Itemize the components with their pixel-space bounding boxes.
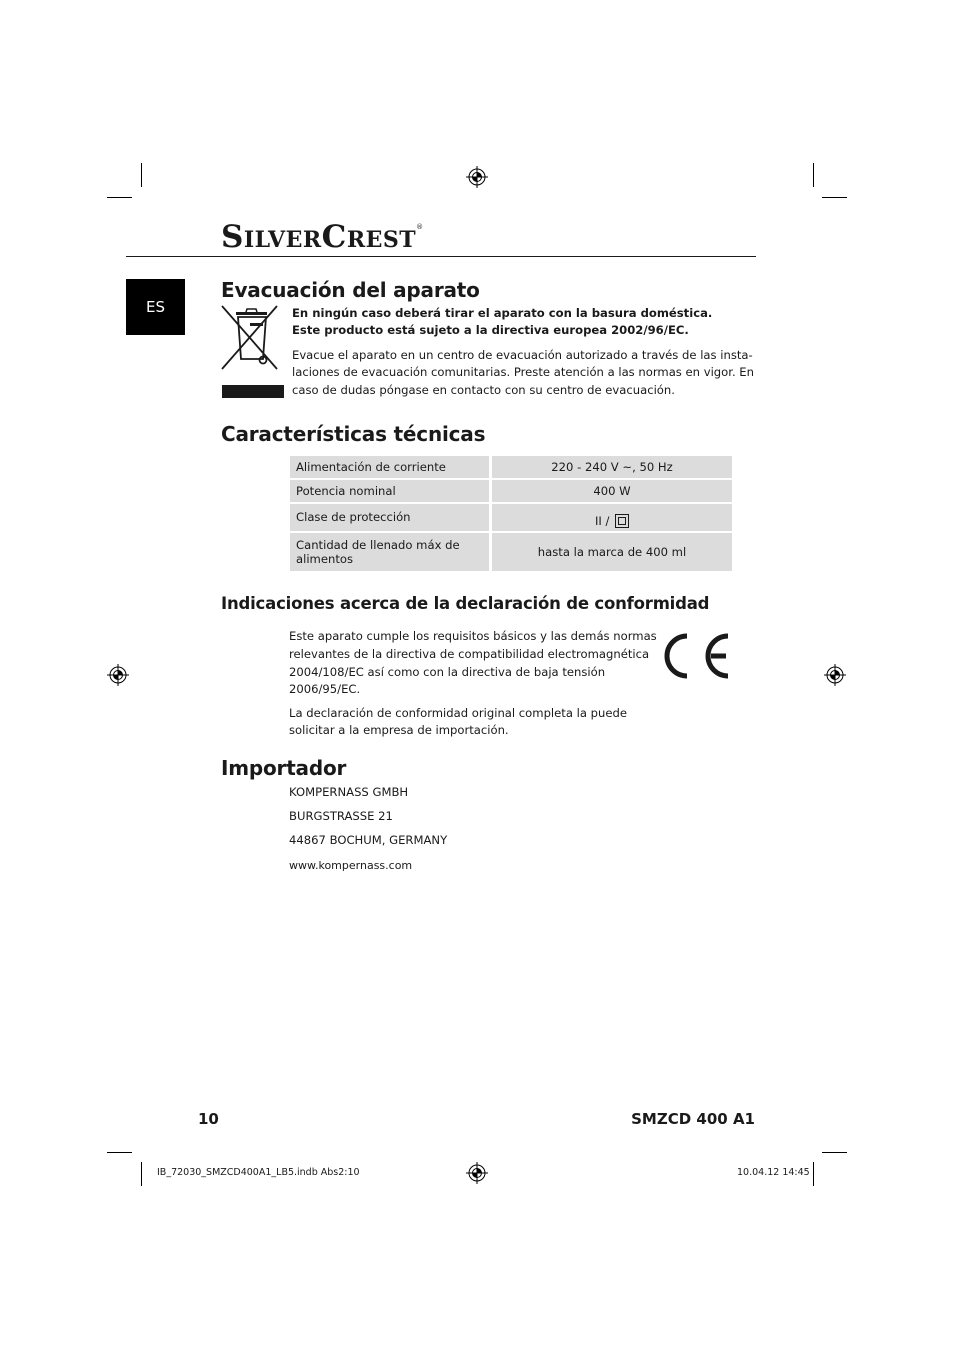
registered-mark: ® — [416, 223, 424, 231]
disposal-body-line: Evacue el aparato en un centro de evacuación autorizado a través de las insta- — [292, 348, 753, 362]
conformity-text-line: relevantes de la directiva de compatibilidad electromagnética — [289, 647, 650, 661]
spec-label: Clase de protección — [290, 504, 492, 531]
print-slug-date: 10.04.12 14:45 — [737, 1167, 810, 1178]
spec-value: hasta la marca de 400 ml — [492, 533, 732, 571]
table-row — [290, 480, 732, 502]
section-title-conformity: Indicaciones acerca de la declaración de conformidad — [221, 594, 710, 613]
page-number: 10 — [198, 1110, 219, 1128]
crop-mark — [107, 1152, 132, 1153]
ce-mark-icon — [656, 631, 732, 681]
spec-label: Cantidad de llenado máx de alimentos — [290, 533, 492, 571]
spec-value-cell — [492, 504, 732, 531]
disposal-body-line: caso de dudas póngase en contacto con su centro de evacuación. — [292, 383, 675, 397]
spec-value: 400 W — [492, 480, 732, 502]
crop-mark — [141, 163, 142, 187]
importer-city: 44867 BOCHUM, GERMANY — [289, 833, 448, 847]
table-row — [290, 533, 732, 571]
section-title-importer: Importador — [221, 756, 347, 780]
conformity-text-line: solicitar a la empresa de importación. — [289, 723, 509, 737]
crop-mark — [822, 1152, 847, 1153]
registration-mark-icon — [107, 664, 129, 686]
importer-company: KOMPERNASS GMBH — [289, 785, 409, 799]
registration-mark-icon — [466, 166, 488, 188]
importer-street: BURGSTRASSE 21 — [289, 809, 393, 823]
crop-mark — [141, 1162, 142, 1186]
registration-mark-icon — [466, 1162, 488, 1184]
table-row — [290, 504, 732, 531]
spec-label: Potencia nominal — [290, 480, 492, 502]
language-tab: ES — [126, 279, 185, 335]
disposal-body-line: laciones de evacuación comunitarias. Preste atención a las normas en vigor. En — [292, 365, 754, 379]
crop-mark — [813, 1162, 814, 1186]
disposal-warning-line: Este producto está sujeto a la directiva europea 2002/96/EC. — [292, 323, 689, 337]
brand-logo-letter: S — [221, 219, 244, 255]
table-row — [290, 456, 732, 478]
print-slug-file: IB_72030_SMZCD400A1_LB5.indb Abs2:10 — [157, 1167, 360, 1178]
crop-mark — [822, 197, 847, 198]
conformity-text-line: 2006/95/EC. — [289, 682, 361, 696]
conformity-text-line: Este aparato cumple los requisitos básicos y las demás normas — [289, 629, 657, 643]
spec-label: Alimentación de corriente — [290, 456, 492, 478]
spec-value: 220 - 240 V ~, 50 Hz — [492, 456, 732, 478]
registration-mark-icon — [824, 664, 846, 686]
disposal-warning-line: En ningún caso deberá tirar el aparato con la basura doméstica. — [292, 306, 713, 320]
importer-website-link[interactable]: www.kompernass.com — [289, 859, 413, 872]
protection-class-ii-icon — [615, 514, 629, 528]
crop-mark — [813, 163, 814, 187]
brand-logo-text: REST — [346, 227, 417, 253]
brand-logo-text: ILVER — [243, 227, 322, 253]
section-title-disposal: Evacuación del aparato — [221, 278, 480, 302]
crop-mark — [107, 197, 132, 198]
brand-logo-letter: C — [321, 219, 347, 255]
spec-table — [290, 454, 732, 573]
conformity-text-line: La declaración de conformidad original completa la puede — [289, 706, 627, 720]
brand-logo — [221, 219, 424, 255]
model-number: SMZCD 400 A1 — [631, 1110, 755, 1128]
header-divider — [126, 256, 756, 257]
crossed-out-wheelie-bin-icon — [219, 303, 285, 400]
spec-value: II / — [594, 513, 614, 528]
conformity-text-line: 2004/108/EC así como con la directiva de baja tensión — [289, 665, 606, 679]
section-title-specs: Características técnicas — [221, 422, 486, 446]
